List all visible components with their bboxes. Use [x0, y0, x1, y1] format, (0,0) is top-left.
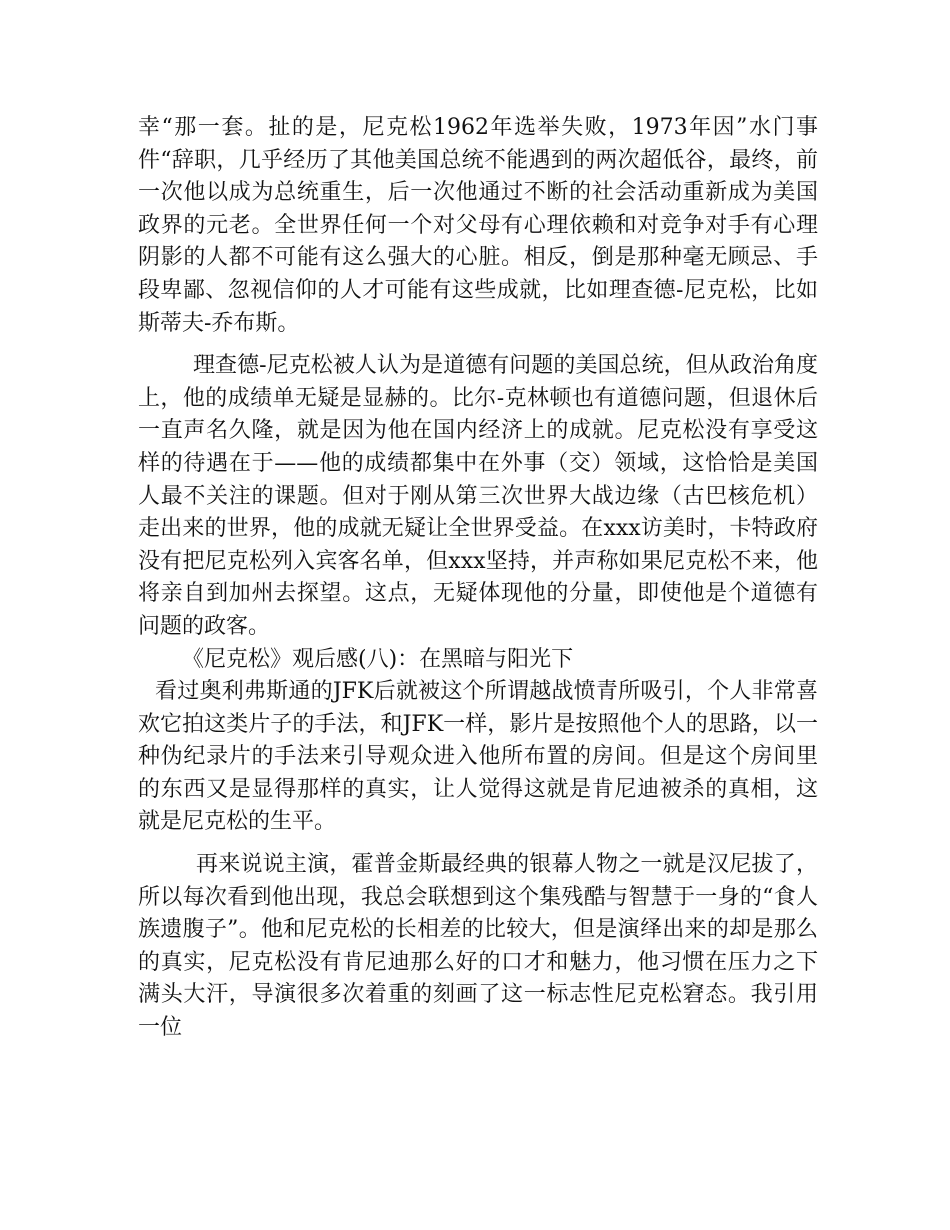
paragraph-hopkins: 再来说说主演，霍普金斯最经典的银幕人物之一就是汉尼拔了，所以每次看到他出现，我总会联想到这个集残酷与智慧于一身的“食人族遗腹子”。他和尼克松的长相差的比较大，但是演绎出来的却是那么的真实，尼克松没有肯尼迪那么好的口才和魅力，他习惯在压力之下满头大汗，导演很多次着重的刻画了这一标志性尼克松窘态。我引用一位: [138, 852, 818, 1041]
paragraph-nixon-record: 理查德-尼克松被人认为是道德有问题的美国总统，但从政治角度上，他的成绩单无疑是显赫的。比尔-克林顿也有道德问题，但退休后一直声名久隆，就是因为他在国内经济上的成就。尼克松没有享受这样的待遇在于——他的成绩都集中在外事（交）领域，这恰恰是美国人最不关注的课题。但对于刚从第三次世界大战边缘（古巴核危机）走出来的世界，他的成就无疑让全世界受益。在xxx访美时，卡特政府没有把尼克松列入宾客名单，但xxx坚持，并声称如果尼克松不来，他将亲自到加州去探望。这点，无疑体现他的分量，即使他是个道德有问题的政客。: [138, 353, 818, 639]
section-title: 《尼克松》观后感(八)：在黑暗与阳光下: [182, 646, 574, 672]
paragraph-nixon-lows: 幸“那一套。扯的是，尼克松1962年选举失败，1973年因”水门事件“辞职，几乎经历了其他美国总统不能遇到的两次超低谷，最终，前一次他以成为总统重生，后一次他通过不断的社会活动重新成为美国政界的元老。全世界任何一个对父母有心理依赖和对竞争对手有心理阴影的人都不可能有这么强大的心脏。相反，倒是那种毫无顾忌、手段卑鄙、忽视信仰的人才可能有这些成就，比如理查德-尼克松，比如斯蒂夫-乔布斯。: [138, 115, 818, 336]
paragraph-jfk-style: 看过奥利弗斯通的JFK后就被这个所谓越战愤青所吸引，个人非常喜欢它拍这类片子的手法，和JFK一样，影片是按照他个人的思路，以一种伪纪录片的手法来引导观众进入他所布置的房间。但是这个房间里的东西又是显得那样的真实，让人觉得这就是肯尼迪被杀的真相，这就是尼克松的生平。: [138, 679, 818, 835]
document-page: [138, 112, 818, 1045]
